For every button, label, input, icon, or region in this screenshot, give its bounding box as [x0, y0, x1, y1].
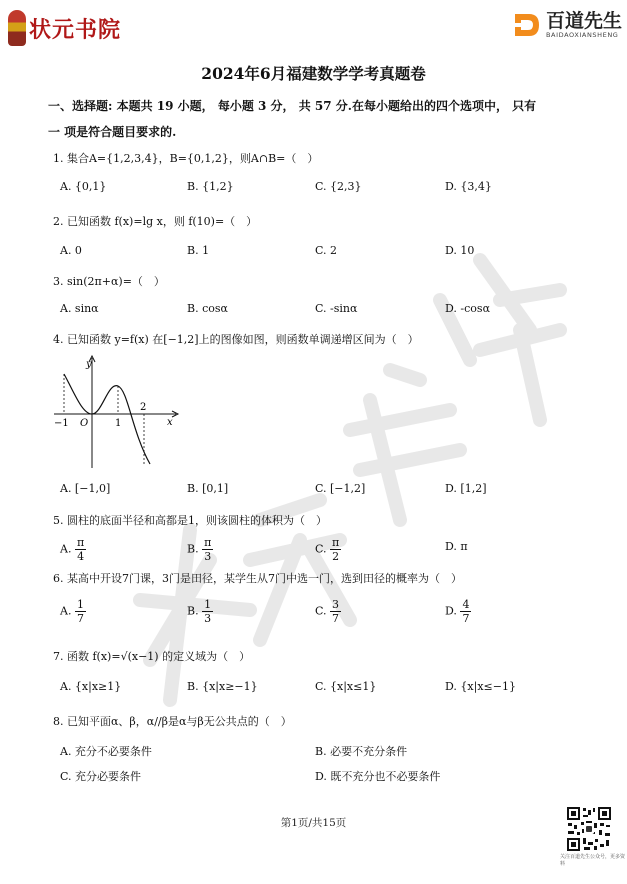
question-3-option-c: C. -sinα — [315, 302, 358, 315]
question-8-option-c: C. 充分必要条件 — [60, 770, 142, 783]
section-heading — [48, 93, 588, 145]
left-logo-text: 状元书院 — [29, 16, 122, 43]
graph-label-origin: O — [80, 418, 89, 429]
question-2-stem: 2. 已知函数 f(x)=lg x，则 f(10)=（ ） — [53, 215, 258, 228]
question-3-option-d: D. -cosα — [445, 302, 490, 315]
fraction — [460, 598, 471, 625]
question-1-option-b: B. {1,2} — [187, 180, 234, 193]
question-2-option-a: A. 0 — [60, 244, 82, 257]
question-3-option-a: A. sinα — [60, 302, 99, 315]
option-letter: A. — [60, 542, 72, 556]
question-7-option-a: A. {x|x≥1} — [60, 680, 122, 693]
question-4-stem: 4. 已知函数 y=f(x) 在[−1,2]上的图像如图，则函数单调递增区间为（ ） — [53, 333, 419, 346]
question-2-option-c: C. 2 — [315, 244, 338, 257]
question-4-option-c: C. [−1,2] — [315, 482, 366, 495]
denominator: 7 — [76, 612, 84, 625]
question-6-option-b — [187, 598, 213, 625]
denominator: 3 — [204, 612, 212, 625]
question-3-stem: 3. sin(2π+α)=（ ） — [53, 275, 165, 288]
denominator: 7 — [332, 612, 340, 625]
question-2-option-b: B. 1 — [187, 244, 210, 257]
question-1-stem: 1. 集合A={1,2,3,4}，B={0,1,2}，则A∩B=（ ） — [53, 152, 319, 165]
numerator: 3 — [332, 598, 340, 611]
question-1-option-d: D. {3,4} — [445, 180, 492, 193]
baidao-logo — [511, 10, 622, 40]
graph-label-1: 1 — [115, 418, 122, 429]
right-logo-pinyin: BAIDAOXIANSHENG — [546, 31, 619, 39]
zhuangyuan-logo — [8, 8, 121, 48]
question-3-option-b: B. cosα — [187, 302, 228, 315]
numerator: 4 — [462, 598, 470, 611]
option-letter: A. — [60, 604, 72, 618]
graph-label-x: x — [167, 417, 173, 428]
question-7-option-c: C. {x|x≤1} — [315, 680, 377, 693]
question-5-option-a — [60, 536, 86, 563]
numerator: π — [332, 536, 340, 549]
question-5-option-b — [187, 536, 213, 563]
section-line-2: 一 项是符合题目要求的. — [48, 125, 177, 139]
option-letter: D. — [445, 604, 457, 618]
question-6-stem: 6. 某高中开设7门课，3门是田径，某学生从7门中选一门，选到田径的概率为（ ） — [53, 572, 462, 585]
numerator: π — [76, 536, 85, 549]
wechat-icon — [586, 826, 592, 832]
graph-label-y: y — [86, 359, 92, 370]
question-1-option-a: A. {0,1} — [60, 180, 107, 193]
right-logo-name: 百道先生 — [546, 10, 623, 32]
question-5-option-c — [315, 536, 341, 563]
question-8-option-d: D. 既不充分也不必要条件 — [315, 770, 441, 783]
question-5-stem: 5. 圆柱的底面半径和高都是1，则该圆柱的体积为（ ） — [53, 514, 327, 527]
qr-code[interactable] — [566, 806, 612, 852]
question-4-option-a: A. [−1,0] — [60, 482, 111, 495]
question-6-option-c — [315, 598, 341, 625]
question-6-option-a — [60, 598, 86, 625]
fraction — [202, 598, 213, 625]
question-4-option-b: B. [0,1] — [187, 482, 229, 495]
question-2-option-d: D. 10 — [445, 244, 475, 257]
option-letter: C. — [315, 542, 327, 556]
fraction — [202, 536, 213, 563]
numerator: 1 — [204, 598, 212, 611]
section-line-1: 一、选择题: 本题共 19 小题， 每小题 3 分， 共 57 分.在每小题给出的四个选项中， 只有 — [48, 99, 537, 113]
fraction — [330, 598, 341, 625]
question-7-stem: 7. 函数 f(x)=√(x−1) 的定义域为（ ） — [53, 650, 251, 663]
denominator: 2 — [332, 550, 340, 563]
question-6-option-d — [445, 598, 471, 625]
denominator: 3 — [204, 550, 212, 563]
question-8-stem: 8. 已知平面α、β，α//β是α与β无公共点的（ ） — [53, 715, 292, 728]
question-4-option-d: D. [1,2] — [445, 482, 487, 495]
option-letter: B. — [187, 604, 199, 618]
exam-title: 2024年6月福建数学学考真题卷 — [201, 64, 426, 83]
page-footer: 第1页/共15页 — [280, 817, 347, 829]
option-letter: B. — [187, 542, 199, 556]
question-1-option-c: C. {2,3} — [315, 180, 362, 193]
baidao-emblem-icon — [511, 10, 541, 40]
function-curve — [64, 374, 150, 464]
fraction — [330, 536, 341, 563]
numerator: π — [204, 536, 212, 549]
graph-label-2: 2 — [140, 402, 147, 413]
option-letter: C. — [315, 604, 327, 618]
denominator: 4 — [77, 550, 85, 563]
qr-caption: 关注百道先生公众号，更多资料 — [560, 854, 626, 867]
question-5-option-d: D. π — [445, 540, 468, 553]
fraction — [75, 598, 86, 625]
graph-label-neg1: −1 — [54, 418, 69, 429]
question-7-option-b: B. {x|x≥−1} — [187, 680, 258, 693]
question-8-option-a: A. 充分不必要条件 — [60, 745, 152, 758]
numerator: 1 — [76, 598, 84, 611]
fraction — [75, 536, 86, 563]
denominator: 7 — [462, 612, 470, 625]
question-7-option-d: D. {x|x≤−1} — [445, 680, 516, 693]
question-8-option-b: B. 必要不充分条件 — [315, 745, 408, 758]
function-graph — [52, 352, 182, 470]
scholar-figure-icon — [8, 10, 26, 46]
